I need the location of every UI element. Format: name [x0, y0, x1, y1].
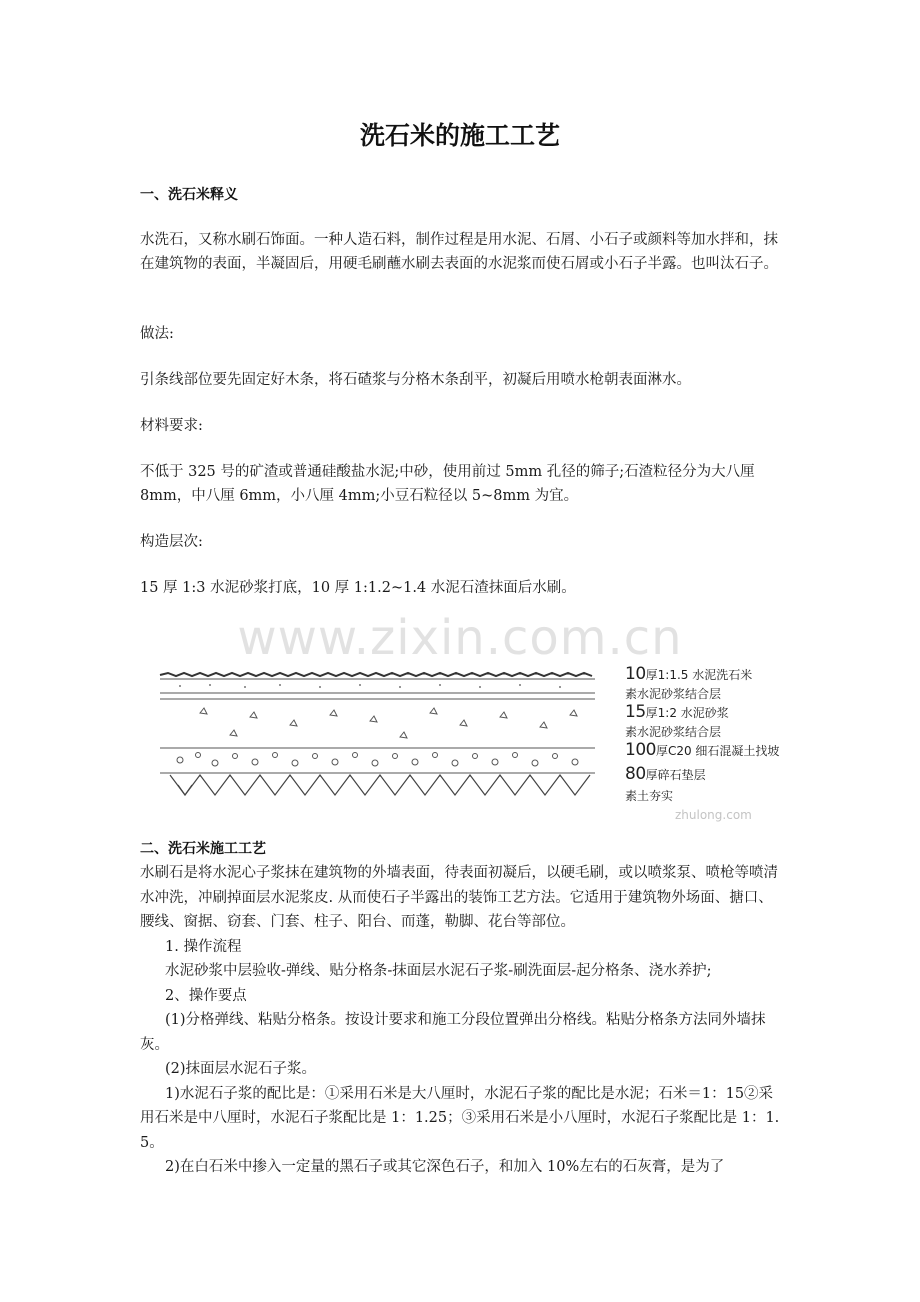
layer-label-1: 10厚1:1.5 水泥洗石米 [625, 664, 753, 684]
point-1: (1)分格弹线、粘贴分格条。按设计要求和施工分段位置弹出分格线。粘贴分格条方法同外墙抹灰。 [140, 1012, 766, 1053]
surface-texture-line [160, 673, 592, 676]
method-label: 做法: [140, 326, 174, 342]
layer-section-drawing [140, 655, 610, 805]
layer-label-2: 素水泥砂浆结合层 [625, 687, 722, 701]
method-paragraph: 引条线部位要先固定好木条，将石碴浆与分格木条刮平，初凝后用喷水枪朝表面淋水。 [140, 372, 691, 388]
flow-text: 水泥砂浆中层验收-弹线、贴分格条-抹面层水泥石子浆-刷洗面层-起分格条、浇水养护; [165, 963, 712, 979]
layer-label-6: 80厚碎石垫层 [625, 764, 706, 784]
layer-label-4: 素水泥砂浆结合层 [625, 725, 722, 739]
layers-label: 构造层次: [140, 534, 203, 550]
mortar-dots [179, 684, 561, 688]
definition-paragraph: 水洗石，又称水刷石饰面。一种人造石料，制作过程是用水泥、石屑、小石子或颜料等加水拌和，抹在建筑物的表面，半凝固后，用硬毛刷蘸水刷去表面的水泥浆而使石屑或小石子半露。也叫汰石子。 [140, 232, 778, 272]
point-2: (2)抹面层水泥石子浆。 [165, 1061, 317, 1077]
compacted-soil-hatch [170, 775, 590, 795]
layer-label-5: 100厚C20 细石混凝土找坡 [625, 740, 780, 760]
layers-paragraph: 15 厚 1:3 水泥砂浆打底，10 厚 1:1.2~1.4 水泥石渣抹面后水刷。 [140, 580, 576, 596]
point-2-1: 1)水泥石子浆的配比是：①采用石米是大八厘时，水泥石子浆的配比是水泥；石米＝1：15②采用石米是中八厘时，水泥石子浆配比是 1：1.25；③采用石米是小八厘时，水泥石子浆配比是 1：1. 5。 [140, 1085, 780, 1151]
gravel-circles [177, 753, 578, 767]
section2-heading: 二、洗石米施工工艺 [140, 841, 266, 857]
material-paragraph: 不低于 325 号的矿渣或普通硅酸盐水泥;中砂，使用前过 5mm 孔径的筛子;石渣粒径分为大八厘 8mm，中八厘 6mm，小八厘 4mm;小豆石粒径以 5~8mm 为宜。 [140, 464, 755, 504]
flow-title: 1. 操作流程 [165, 938, 242, 955]
section2 [140, 839, 785, 1180]
points-title: 2、操作要点 [165, 987, 247, 1004]
point-2-2: 2)在白石米中掺入一定量的黑石子或其它深色石子，和加入 10%左右的石灰膏，是为了 [165, 1159, 725, 1175]
layer-label-3: 15厚1:2 水泥砂浆 [625, 702, 729, 722]
concrete-aggregate [200, 708, 577, 738]
section1-heading: 一、洗石米释义 [140, 187, 238, 203]
section2-intro: 水刷石是将水泥心子浆抹在建筑物的外墙表面，待表面初凝后，以硬毛刷，或以喷浆泵、喷枪等喷清水冲洗，冲刷掉面层水泥浆皮. 从而使石子半露出的装饰工艺方法。它适用于建筑物外场面、搪口、腰线、窗据、窃套、门套、柱子、阳台、而蓬，勒脚、花台等部位。 [140, 865, 778, 930]
material-label: 材料要求: [140, 418, 203, 434]
construction-layer-figure [140, 655, 785, 830]
source-watermark: zhulong.com [675, 808, 752, 822]
watermark-text: www.zixin.com.cn [237, 610, 683, 666]
page-title: 洗石米的施工工艺 [359, 121, 560, 150]
layer-label-7: 素土夯实 [625, 789, 674, 803]
